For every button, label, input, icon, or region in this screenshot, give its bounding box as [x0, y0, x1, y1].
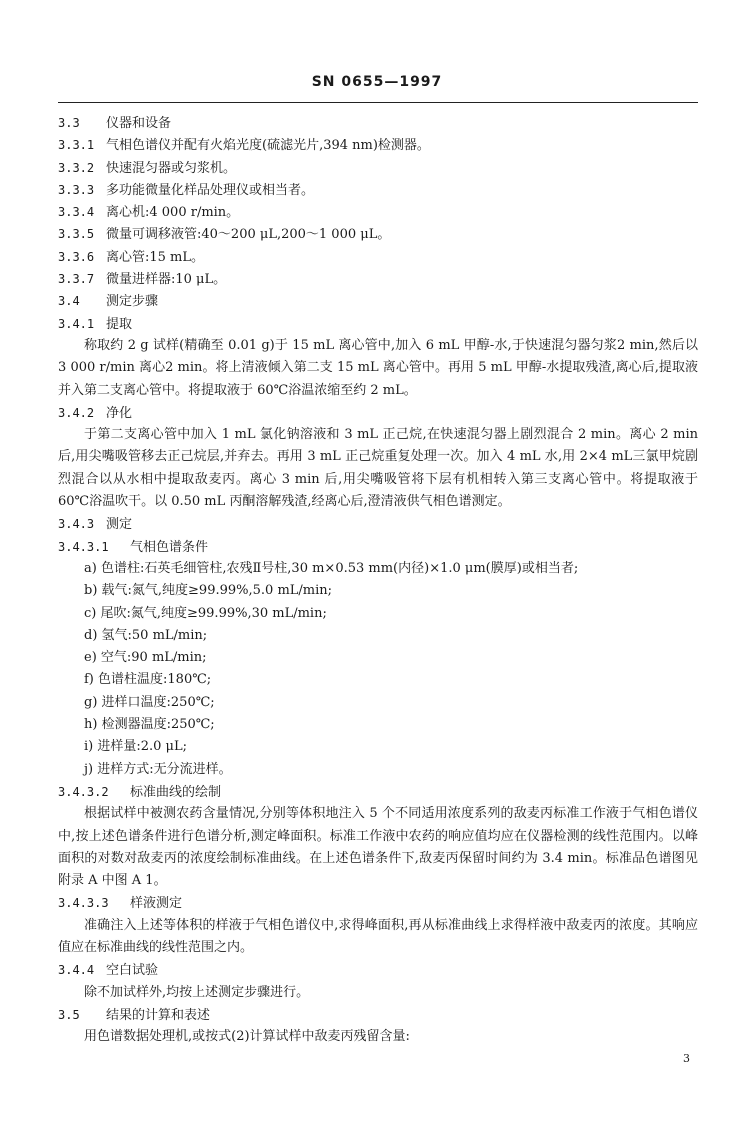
- section-number: 3.4: [58, 294, 80, 309]
- section-number: 3.5: [58, 1007, 80, 1022]
- section-number: 3.4.3: [58, 517, 95, 532]
- item-text: 多功能微量化样品处理仪或相当者。: [106, 182, 315, 198]
- condition-item: i) 进样量:2.0 μL;: [84, 739, 188, 755]
- page-number: 3: [683, 1052, 690, 1065]
- document-header: SN 0655—1997: [311, 74, 443, 90]
- condition-item: b) 载气:氮气,纯度≥99.99%,5.0 mL/min;: [84, 583, 333, 599]
- item-3-3-3: [58, 179, 698, 201]
- section-title: 气相色谱条件: [130, 539, 209, 555]
- paragraph-blank-test: 除不加试样外,均按上述测定步骤进行。: [84, 984, 310, 1000]
- condition-item: g) 进样口温度:250℃;: [84, 694, 215, 710]
- section-number: 3.4.3.2: [58, 784, 109, 799]
- section-title: 空白试验: [106, 963, 159, 979]
- section-3-4-3-2: [58, 781, 698, 803]
- condition-item: d) 氢气:50 mL/min;: [84, 627, 208, 643]
- section-number: 3.3.5: [58, 227, 95, 242]
- section-title: 测定步骤: [106, 294, 159, 310]
- section-title: 净化: [106, 405, 133, 421]
- section-number: 3.3.7: [58, 272, 95, 287]
- section-title: 结果的计算和表述: [106, 1007, 211, 1023]
- section-number: 3.3: [58, 116, 80, 130]
- section-number: 3.4.2: [58, 405, 95, 420]
- section-3-4: [58, 290, 698, 312]
- section-number: 3.3.6: [58, 249, 95, 264]
- condition-item: a) 色谱柱:石英毛细管柱,农残Ⅱ号柱,30 m×0.53 mm(内径)×1.0 μm(膜厚)或相当者;: [84, 560, 579, 576]
- header-rule: [58, 102, 698, 103]
- section-3-5: [58, 1004, 698, 1026]
- section-title: 提取: [106, 316, 133, 332]
- document-body: [58, 112, 698, 1048]
- section-number: 3.3.3: [58, 182, 95, 197]
- section-3-4-3-3: [58, 892, 698, 914]
- item-3-3-5: [58, 223, 698, 245]
- paragraph-extraction: 称取约 2 g 试样(精确至 0.01 g)于 15 mL 离心管中,加入 6 mL 甲醇-水,于快速混匀器匀浆2 min,然后以 3 000 r/min 离心2 min。将上清液倾入第二支 15 mL 离心管中。再用 5 mL 甲醇-水提取残渣,离心后,提取液并入第二支离心管中。将提取液于 60℃浴温浓缩至约 2 mL。: [58, 337, 698, 398]
- section-3-3: [58, 112, 698, 134]
- condition-item: e) 空气:90 mL/min;: [84, 650, 207, 666]
- condition-item: j) 进样方式:无分流进样。: [84, 761, 232, 777]
- section-title: 仪器和设备: [106, 116, 172, 131]
- paragraph-calibration-curve: 根据试样中被测农药含量情况,分别等体积地注入 5 个不同适用浓度系列的敌麦丙标准工作液于气相色谱仪中,按上述色谱条件进行色谱分析,测定峰面积。标准工作液中农药的响应值均应在仪器检测的线性范围内。以峰面积的对数对敌麦丙的浓度绘制标准曲线。在上述色谱条件下,敌麦丙保留时间约为 3.4 min。标准品色谱图见附录 A 中图 A 1。: [58, 806, 698, 889]
- item-text: 快速混匀器或匀浆机。: [106, 160, 237, 176]
- paragraph-sample-measurement: 准确注入上述等体积的样液于气相色谱仪中,求得峰面积,再从标准曲线上求得样液中敌麦丙的浓度。其响应值应在标准曲线的线性范围之内。: [58, 917, 698, 955]
- item-text: 微量进样器:10 μL。: [106, 272, 227, 288]
- section-title: 样液测定: [130, 896, 183, 912]
- section-number: 3.3.2: [58, 160, 95, 175]
- condition-item: c) 尾吹:氮气,纯度≥99.99%,30 mL/min;: [84, 605, 327, 621]
- section-title: 测定: [106, 517, 133, 533]
- section-3-4-1: [58, 313, 698, 335]
- section-number: 3.4.1: [58, 316, 95, 331]
- section-title: 标准曲线的绘制: [130, 784, 222, 800]
- section-3-4-3: [58, 513, 698, 535]
- item-text: 离心机:4 000 r/min。: [106, 205, 240, 221]
- condition-item: h) 检测器温度:250℃;: [84, 717, 215, 733]
- section-3-4-3-1: [58, 536, 698, 558]
- section-number: 3.4.3.1: [58, 539, 109, 554]
- item-3-3-2: [58, 157, 698, 179]
- item-text: 微量可调移液管:40～200 μL,200～1 000 μL。: [106, 227, 391, 243]
- section-3-4-2: [58, 402, 698, 424]
- paragraph-calculation: 用色谱数据处理机,或按式(2)计算试样中敌麦丙残留含量:: [84, 1029, 410, 1045]
- section-3-4-4: [58, 959, 698, 981]
- section-number: 3.3.4: [58, 205, 95, 220]
- paragraph-cleanup: 于第二支离心管中加入 1 mL 氯化钠溶液和 3 mL 正己烷,在快速混匀器上剧烈混合 2 min。离心 2 min后,用尖嘴吸管移去正己烷层,并弃去。再用 3 mL 正己烷重复处理一次。加入 4 mL 水,用 2×4 mL三氯甲烷剧烈混合以从水相中提取敌麦丙。离心 3 min 后,用尖嘴吸管将下层有机相转入第三支离心管中。将提取液于 60℃浴温吹干。以 0.50 mL 丙酮溶解残渣,经离心后,澄清液供气相色谱测定。: [58, 427, 698, 510]
- condition-item: f) 色谱柱温度:180℃;: [84, 672, 212, 688]
- section-number: 3.4.4: [58, 963, 95, 978]
- section-number: 3.3.1: [58, 138, 95, 153]
- item-3-3-7: [58, 268, 698, 290]
- item-3-3-6: [58, 246, 698, 268]
- item-text: 气相色谱仪并配有火焰光度(硫滤光片,394 nm)检测器。: [106, 138, 430, 154]
- item-text: 离心管:15 mL。: [106, 249, 205, 265]
- section-number: 3.4.3.3: [58, 896, 109, 911]
- item-3-3-1: [58, 134, 698, 156]
- item-3-3-4: [58, 201, 698, 223]
